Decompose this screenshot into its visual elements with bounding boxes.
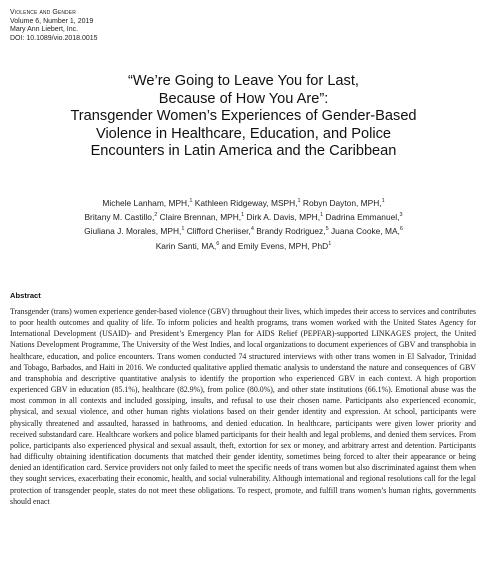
title-line: Encounters in Latin America and the Caribbean xyxy=(90,143,397,160)
affiliation-mark: 6 xyxy=(399,226,403,233)
author-name: Britany M. Castillo, xyxy=(84,212,155,222)
title-line: Violence in Healthcare, Education, and Police xyxy=(95,125,392,142)
doi[interactable]: DOI: 10.1089/vio.2018.0015 xyxy=(10,34,98,42)
journal-name: Violence and Gender xyxy=(10,9,76,16)
author-name: and Emily Evens, MPH, PhD xyxy=(219,240,329,251)
abstract-heading: Abstract xyxy=(10,291,41,300)
title-line: “We’re Going to Leave You for Last, xyxy=(128,73,359,89)
affiliation-mark: 1 xyxy=(381,198,385,204)
author-line xyxy=(20,209,467,223)
affiliation-mark: 1 xyxy=(189,198,193,204)
author-name: Kathleen Ridgeway, MSPH, xyxy=(192,197,298,208)
abstract-body: Transgender (trans) women experience gender-based violence (GBV) throughout their lives, which impedes their access to services and contributes to poor health outcomes and quality of life. To inform policies and health programs, trans women worked with the United States Agency for International Development (USAID)- and President’s Emergency Plan for AIDS Relief (PEPFAR)-supported LINKAGES project, the United Nations Development Programme, The University of the West Indies, and local organizations to document experiences of GBV and transphobia in healthcare, education, and police encounters. Trans women conducted 74 structured interviews with other trans women in El Salvador, Trinidad and Tobago, Barbados, and Haiti in 2016. We conducted qualitative applied thematic analysis to understand the nature and consequences of GBV and transphobia and descriptive quantitative analysis to identify the proportion who experienced GBV in each context. A high proportion experienced GBV in education (85.1%), healthcare (82.9%), from police (80.0%), and other state institutions (66.1%). Emotional abuse was the most common in all contexts and included gossiping, insults, and refusal to use their chosen name. Participants also experienced economic, physical, and sexual violence, and other human rights violations based on their gender identity and expression. At school, participants were physically threatened and assaulted, harassed in bathrooms, and denied education. In healthcare, participants were given lower priority and received substandard care. Healthcare workers and police blamed participants for their health and legal problems, and denied them services. From police, participants also experienced physical and sexual assault, theft, extortion for sex or money, and arbitrary arrest and detention. Participants had difficulty obtaining identification documents that matched their gender identity, sometimes being forced to alter their appearance or being denied an identification card. Service providers not only failed to meet the specific needs of trans women but also discriminated against them when they sought services, exacerbating their economic, health, and social vulnerability. Although international and regional resolutions call for the legal protection of transgender people, states do not meet these obligations. To respect, promote, and fulfill trans women’s human rights, governments should enact xyxy=(10,307,476,506)
author-name: Karin Santi, MA, xyxy=(155,240,217,251)
volume-issue: Volume 6, Number 1, 2019 xyxy=(10,17,94,25)
author-line xyxy=(20,238,467,252)
author-name: Claire Brennan, MPH, xyxy=(157,212,242,222)
author-list xyxy=(20,195,467,252)
affiliation-mark: 4 xyxy=(250,226,254,233)
affiliation-mark: 2 xyxy=(154,212,158,219)
affiliation-mark: 6 xyxy=(216,240,220,247)
affiliation-mark: 1 xyxy=(181,226,185,233)
article-title xyxy=(20,73,467,161)
author-name: Brandy Rodriguez, xyxy=(253,226,326,237)
affiliation-mark: 5 xyxy=(325,226,329,233)
author-line xyxy=(20,223,467,237)
author-name: Giuliana J. Morales, MPH, xyxy=(84,226,182,237)
author-line xyxy=(20,195,467,209)
journal-header xyxy=(10,9,98,43)
affiliation-mark: 1 xyxy=(297,198,301,204)
title-line: Because of How You Are”: xyxy=(158,90,329,107)
author-name: Clifford Cheriiser, xyxy=(184,226,251,237)
author-name: Juana Cooke, MA, xyxy=(328,226,400,237)
publisher: Mary Ann Liebert, Inc. xyxy=(10,26,79,34)
affiliation-mark: 1 xyxy=(328,240,332,247)
author-name: Michele Lanham, MPH, xyxy=(102,197,190,208)
affiliation-mark: 3 xyxy=(399,212,403,219)
author-name: Dadrina Emmanuel, xyxy=(323,212,400,222)
author-name: Dirk A. Davis, MPH, xyxy=(244,212,321,222)
affiliation-mark: 1 xyxy=(241,212,245,219)
title-line: Transgender Women’s Experiences of Gender-Based xyxy=(70,108,417,125)
affiliation-mark: 1 xyxy=(320,212,324,219)
author-name: Robyn Dayton, MPH, xyxy=(300,197,382,208)
